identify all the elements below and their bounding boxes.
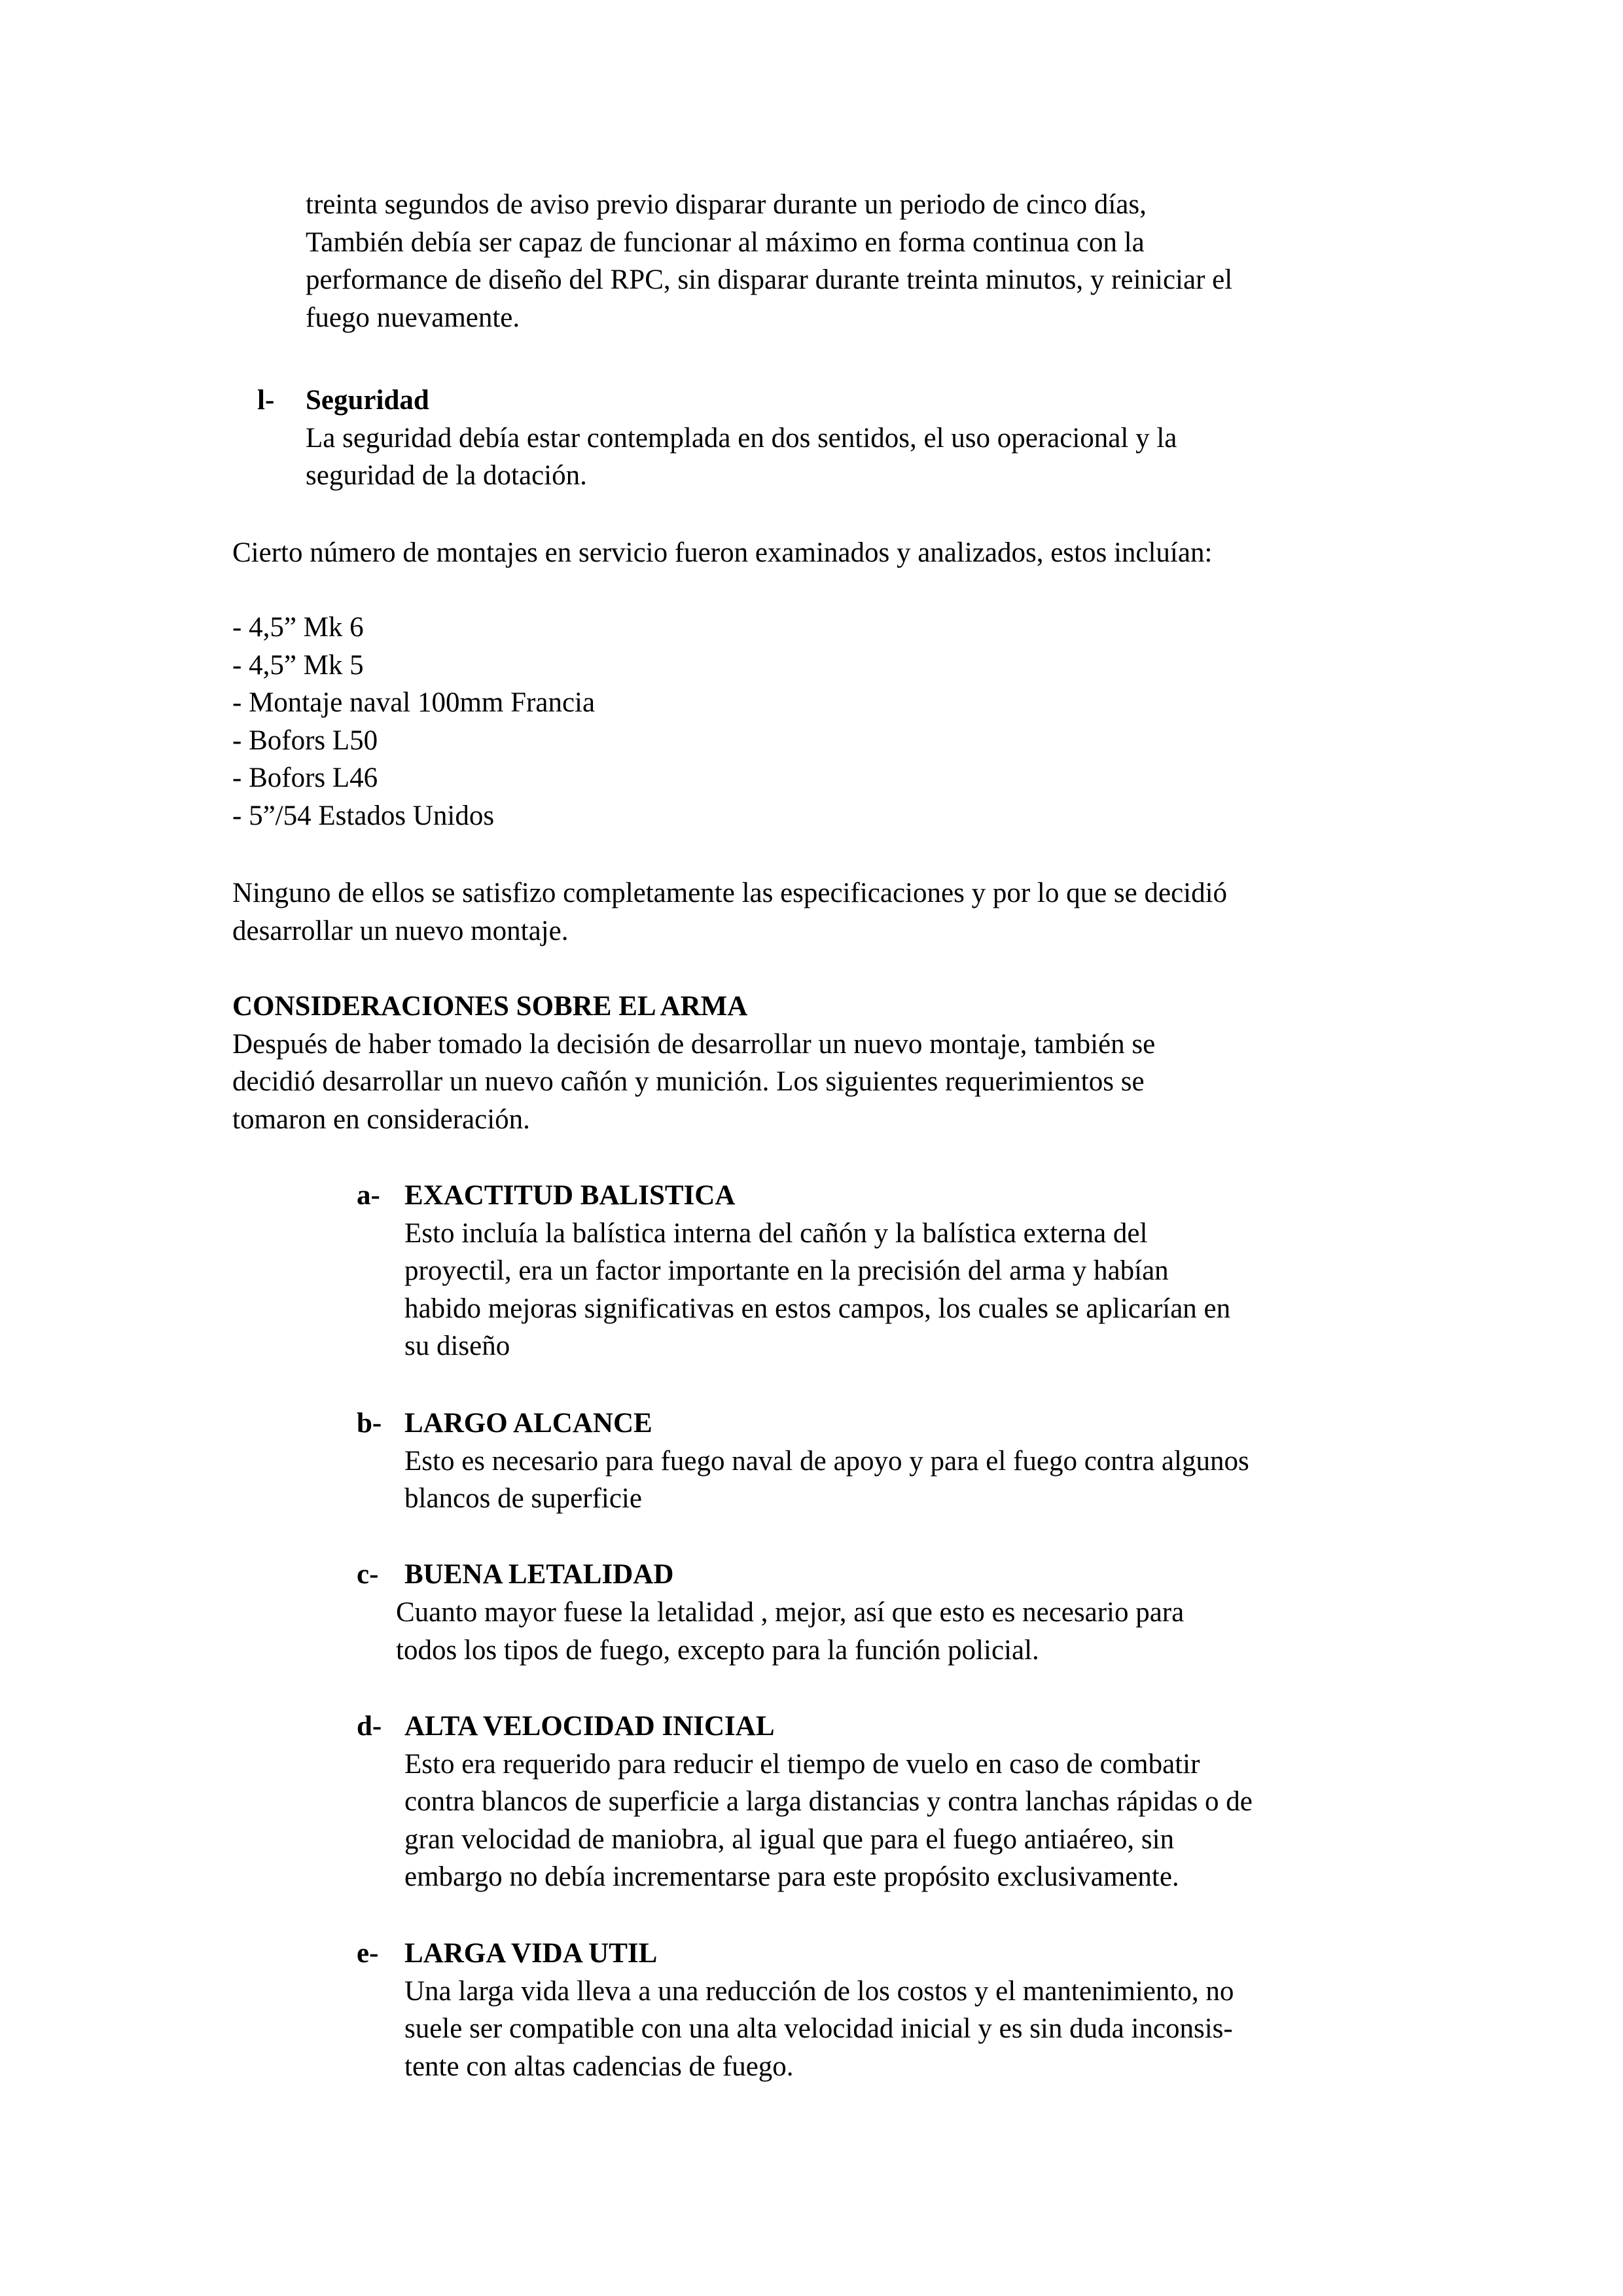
text-line: Una larga vida lleva a una reducción de los costos y el mantenimiento, no (404, 1975, 1234, 2007)
text-line: seguridad de la dotación. (306, 460, 587, 491)
requirement-letter: e- (357, 1938, 379, 1969)
text-line: su diseño (404, 1331, 510, 1361)
text-line: treinta segundos de aviso previo disparar durante un periodo de cinco días, (306, 189, 1147, 220)
intro-paragraph (306, 186, 1232, 336)
list-item: - Montaje naval 100mm Francia (232, 687, 596, 718)
text-line: embargo no debía incrementarse para este propósito exclusivamente. (404, 1861, 1179, 1892)
seguridad-heading: Seguridad (306, 385, 429, 416)
text-line: Cierto número de montajes en servicio fueron examinados y analizados, estos incluían: (232, 537, 1213, 568)
text-line: performance de diseño del RPC, sin disparar durante treinta minutos, y reiniciar el (306, 264, 1233, 295)
list-item: - Bofors L50 (232, 725, 378, 756)
text-line: También debía ser capaz de funcionar al máximo en forma continua con la (306, 226, 1145, 258)
text-line: suele ser compatible con una alta velocidad inicial y es sin duda inconsis- (404, 2013, 1233, 2044)
requirement-letter: a- (357, 1180, 380, 1211)
text-line: blancos de superficie (404, 1483, 642, 1514)
list-item: - 5”/54 Estados Unidos (232, 800, 495, 831)
list-item: - 4,5” Mk 6 (232, 612, 364, 643)
weapon-heading: CONSIDERACIONES SOBRE EL ARMA (232, 991, 748, 1022)
examined-paragraph (232, 534, 1212, 572)
requirement-exactitud (404, 1177, 1230, 1365)
list-item: - Bofors L46 (232, 762, 378, 793)
text-line: tente con altas cadencias de fuego. (404, 2051, 794, 2082)
requirement-buena-letalidad (404, 1556, 673, 1594)
text-line: proyectil, era un factor importante en la precisión del arma y habían (404, 1255, 1169, 1286)
requirement-larga-vida (404, 1935, 1234, 2085)
text-line: Esto es necesario para fuego naval de apoyo y para el fuego contra algunos (404, 1445, 1249, 1477)
requirement-alta-velocidad (404, 1708, 1253, 1896)
text-line: fuego nuevamente. (306, 302, 520, 333)
text-line: tomaron en consideración. (232, 1103, 530, 1135)
requirement-title: EXACTITUD BALISTICA (404, 1180, 736, 1211)
requirement-title: LARGO ALCANCE (404, 1408, 652, 1439)
requirement-title: LARGA VIDA UTIL (404, 1938, 658, 1969)
requirement-letter: c- (357, 1559, 379, 1590)
text-line: todos los tipos de fuego, excepto para la función policial. (396, 1634, 1039, 1666)
text-line: Esto era requerido para reducir el tiempo de vuelo en caso de combatir (404, 1748, 1200, 1780)
text-line: Después de haber tomado la decisión de desarrollar un nuevo montaje, también se (232, 1028, 1156, 1060)
requirement-letter: b- (357, 1408, 382, 1439)
requirement-letter: d- (357, 1711, 382, 1742)
requirement-title: ALTA VELOCIDAD INICIAL (404, 1711, 775, 1742)
list-item: - 4,5” Mk 5 (232, 649, 364, 681)
text-line: decidió desarrollar un nuevo cañón y munición. Los siguientes requerimientos se (232, 1066, 1145, 1097)
text-line: La seguridad debía estar contemplada en dos sentidos, el uso operacional y la (306, 422, 1177, 454)
seguridad-section (306, 382, 1177, 495)
seguridad-letter: l- (257, 385, 275, 416)
text-line: contra blancos de superficie a larga distancias y contra lanchas rápidas o de (404, 1786, 1253, 1817)
text-line: Ninguno de ellos se satisfizo completamente las especificaciones y por lo que se decidió (232, 878, 1228, 908)
text-line: desarrollar un nuevo montaje. (232, 915, 569, 946)
weapon-section (232, 988, 1155, 1138)
text-line: habido mejoras significativas en estos campos, los cuales se aplicarían en (404, 1293, 1231, 1324)
text-line: Esto incluía la balística interna del cañón y la balística externa del (404, 1217, 1148, 1249)
conclusion-paragraph (232, 874, 1227, 950)
requirement-buena-letalidad-body (396, 1594, 1184, 1669)
text-line: gran velocidad de maniobra, al igual que para el fuego antiaéreo, sin (404, 1823, 1175, 1855)
mounts-list (232, 609, 595, 834)
requirement-largo-alcance (404, 1405, 1249, 1518)
text-line: Cuanto mayor fuese la letalidad , mejor, así que esto es necesario para (396, 1597, 1185, 1628)
requirement-title: BUENA LETALIDAD (404, 1559, 674, 1590)
